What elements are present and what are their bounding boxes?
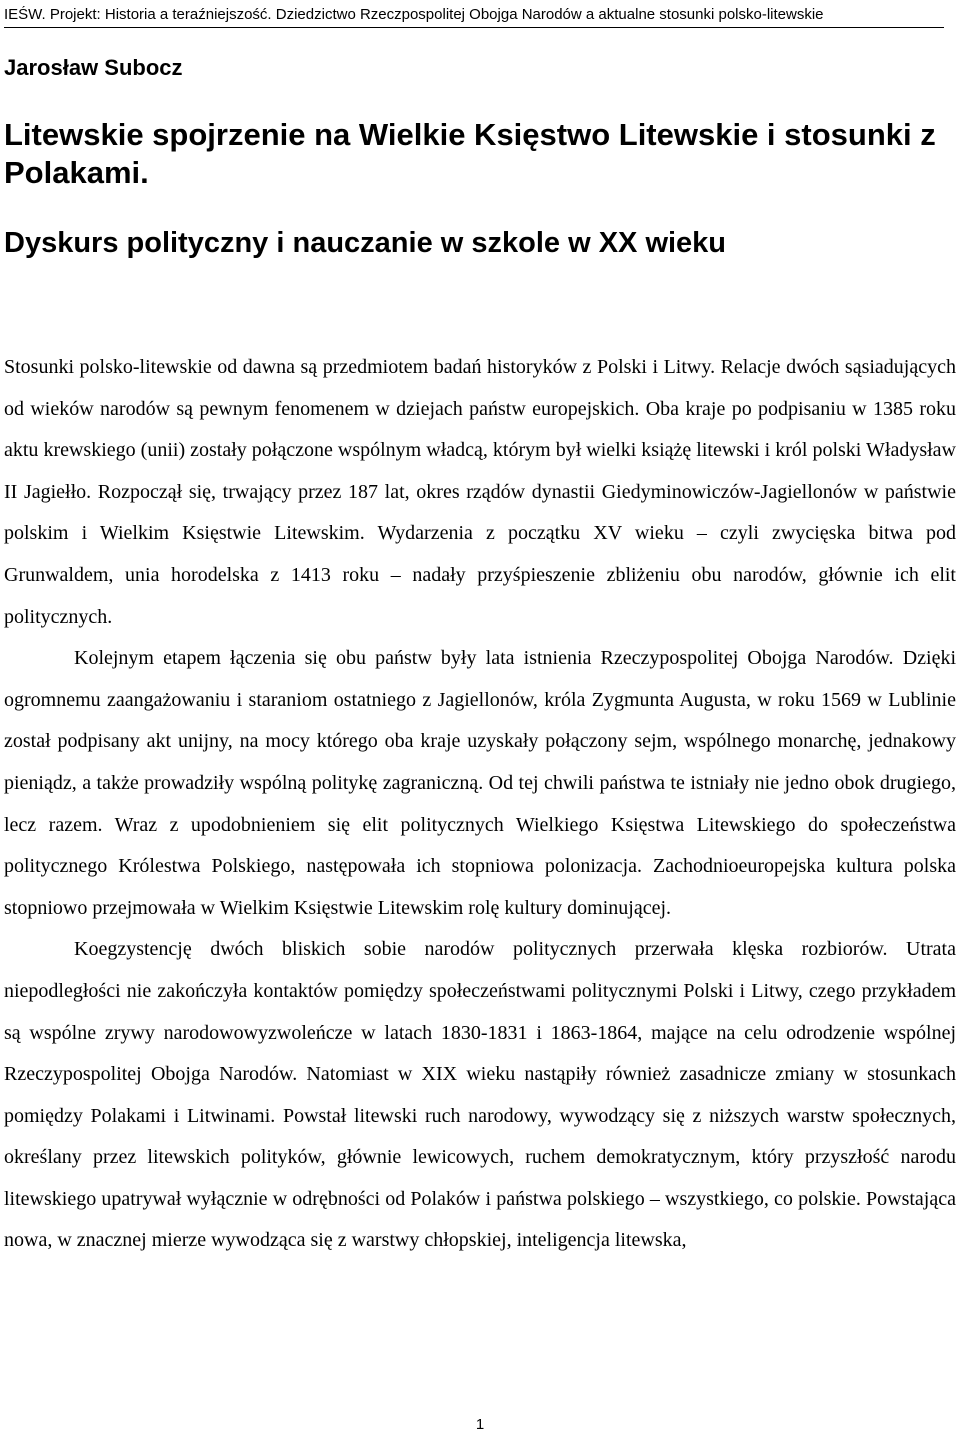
paragraph: Kolejnym etapem łączenia się obu państw były lata istnienia Rzeczypospolitej Obojga Narodów. Dzięki ogromnemu zaangażowaniu i staraniom ostatniego z Jagiellonów, króla Zygmunta Augusta, w roku 1569 w Lublinie został podpisany akt unijny, na mocy którego oba kraje uzyskały połączony sejm, wspólnego monarchę, jednakowy pieniądz, a także prowadziły wspólną politykę zagraniczną. Od tej chwili państwa te istniały nie jedno obok drugiego, lecz razem. Wraz z upodobnieniem się elit politycznych Wielkiego Księstwa Litewskiego do społeczeństwa politycznego Królestwa Polskiego, następowała ich stopniowa polonizacja. Zachodnioeuropejska kultura polska stopniowo przejmowała w Wielkim Księstwie Litewskim rolę kultury dominującej.	[4, 647, 956, 919]
document-subtitle: Dyskurs polityczny i nauczanie w szkole w XX wieku	[4, 227, 727, 259]
running-header: IEŚW. Projekt: Historia a teraźniejszość. Dziedzictwo Rzeczpospolitej Obojga Narodów a aktualne stosunki polsko-litewskie	[4, 6, 944, 28]
paragraph: Koegzystencję dwóch bliskich sobie narodów politycznych przerwała klęska rozbiorów. Utrata niepodległości nie zakończyła kontaktów pomiędzy społeczeństwami politycznymi Polski i Litwy, czego przykładem są wspólne zrywy narodowowyzwoleńcze w latach 1830-1831 i 1863-1864, mające na celu odrodzenie wspólnej Rzeczypospolitej Obojga Narodów. Natomiast w XIX wieku nastąpiły również zasadnicze zmiany w stosunkach pomiędzy Polakami i Litwinami. Powstał litewski ruch narodowy, wywodzący się z niższych warstw społecznych, określany przez litewskich polityków, głównie lewicowych, ruchem demokratycznym, który przyszłość narodu litewskiego upatrywał wyłącznie w odrębności od Polaków i państwa polskiego – wszystkiego, co polskie. Powstająca nowa, w znacznej mierze wywodząca się z warstwy chłopskiej, inteligencja litewska,	[4, 938, 956, 1252]
paragraph: Stosunki polsko-litewskie od dawna są przedmiotem badań historyków z Polski i Litwy. Relacje dwóch sąsiadujących od wieków narodów są pewnym fenomenem w dziejach państw europejskich. Oba kraje po podpisaniu w 1385 roku aktu krewskiego (unii) zostały połączone wspólnym władcą, którym był wielki książę litewski i król polski Władysław II Jagiełło. Rozpoczął się, trwający przez 187 lat, okres rządów dynastii Giedyminowiczów-Jagiellonów w państwie polskim i Wielkim Księstwie Litewskim. Wydarzenia z początku XV wieku – czyli zwycięska bitwa pod Grunwaldem, unia horodelska z 1413 roku – nadały przyśpieszenie zbliżeniu obu narodów, głównie ich elit politycznych.	[4, 356, 956, 628]
body-text	[4, 347, 956, 1262]
page-number: 1	[475, 1416, 485, 1433]
document-title: Litewskie spojrzenie na Wielkie Księstwo Litewskie i stosunki z Polakami.	[4, 117, 936, 190]
author-name: Jarosław Subocz	[4, 55, 183, 80]
